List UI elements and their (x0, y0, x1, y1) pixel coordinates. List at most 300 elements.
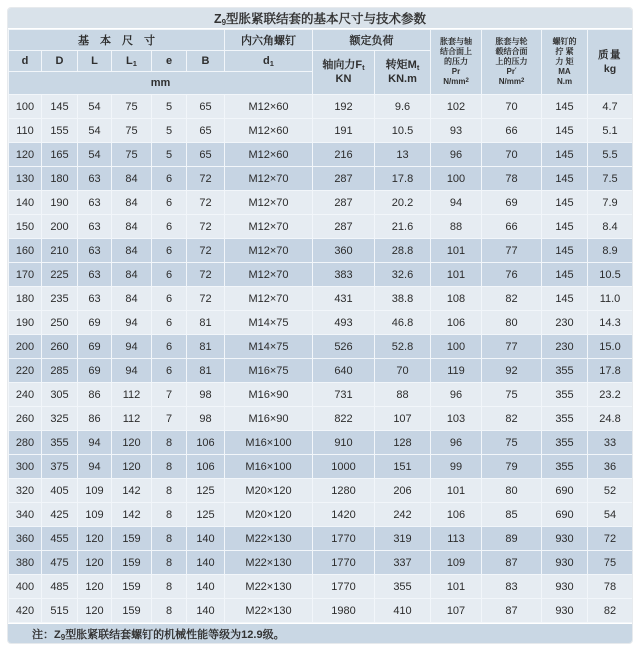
cell: M20×120 (225, 479, 313, 503)
cell: 8 (152, 431, 187, 455)
cell: 145 (542, 287, 588, 311)
cell: 99 (431, 455, 482, 479)
title-bar (8, 8, 632, 29)
cell: 63 (78, 287, 112, 311)
cell: 360 (9, 527, 42, 551)
cell: 125 (187, 503, 225, 527)
cell: M12×70 (225, 287, 313, 311)
cell: 65 (187, 95, 225, 119)
cell: 225 (42, 263, 78, 287)
cell: 930 (542, 551, 588, 575)
table-row (9, 503, 633, 527)
cell: 5.1 (588, 119, 633, 143)
cell: 5 (152, 95, 187, 119)
cell: 98 (187, 407, 225, 431)
cell: 159 (112, 551, 152, 575)
cell: 337 (375, 551, 431, 575)
cell: 75 (112, 95, 152, 119)
cell: 340 (9, 503, 42, 527)
cell: 155 (42, 119, 78, 143)
cell: 6 (152, 287, 187, 311)
cell: 230 (542, 311, 588, 335)
cell: 200 (9, 335, 42, 359)
cell: 84 (112, 263, 152, 287)
cell: 84 (112, 287, 152, 311)
cell: 120 (9, 143, 42, 167)
cell: M16×100 (225, 455, 313, 479)
cell: 125 (187, 479, 225, 503)
cell: 94 (112, 335, 152, 359)
cell: 8 (152, 479, 187, 503)
cell: 145 (542, 215, 588, 239)
cell: 72 (187, 215, 225, 239)
cell: 5 (152, 143, 187, 167)
table-row (9, 527, 633, 551)
cell: 65 (187, 119, 225, 143)
header-group-row (9, 30, 633, 51)
cell: 425 (42, 503, 78, 527)
cell: 930 (542, 575, 588, 599)
cell: M12×70 (225, 263, 313, 287)
table-row (9, 359, 633, 383)
table-row (9, 287, 633, 311)
cell: M12×70 (225, 239, 313, 263)
cell: 93 (431, 119, 482, 143)
table-row (9, 383, 633, 407)
cell: M22×130 (225, 527, 313, 551)
unit-mm: mm (9, 72, 313, 95)
cell: M20×120 (225, 503, 313, 527)
cell: 108 (431, 287, 482, 311)
cell: 140 (187, 527, 225, 551)
col-header-L: L (78, 51, 112, 72)
cell: 103 (431, 407, 482, 431)
cell: 52.8 (375, 335, 431, 359)
cell: 145 (542, 167, 588, 191)
cell: 150 (9, 215, 42, 239)
cell: 142 (112, 503, 152, 527)
cell: 1980 (313, 599, 375, 623)
cell: 1770 (313, 551, 375, 575)
cell: 84 (112, 167, 152, 191)
cell: 142 (112, 479, 152, 503)
group-hex-screw: 内六角螺钉 (225, 30, 313, 51)
cell: 32.6 (375, 263, 431, 287)
cell: 63 (78, 167, 112, 191)
cell: 420 (9, 599, 42, 623)
cell: 17.8 (588, 359, 633, 383)
col-header-e: e (152, 51, 187, 72)
cell: M14×75 (225, 311, 313, 335)
note-bar (8, 623, 632, 643)
cell: 4.7 (588, 95, 633, 119)
cell: 242 (375, 503, 431, 527)
cell: 101 (431, 263, 482, 287)
cell: 235 (42, 287, 78, 311)
cell: M16×90 (225, 383, 313, 407)
cell: 113 (431, 527, 482, 551)
cell: 69 (78, 359, 112, 383)
cell: 1420 (313, 503, 375, 527)
table-row (9, 311, 633, 335)
cell: 8 (152, 455, 187, 479)
cell: M12×70 (225, 215, 313, 239)
cell: 75 (482, 383, 542, 407)
cell: 383 (313, 263, 375, 287)
cell: 280 (9, 431, 42, 455)
cell: 82 (482, 407, 542, 431)
cell: 107 (431, 599, 482, 623)
col-header-d: d (9, 51, 42, 72)
cell: 69 (78, 335, 112, 359)
cell: 8.9 (588, 239, 633, 263)
cell: 8 (152, 551, 187, 575)
table-row (9, 479, 633, 503)
col-header-B: B (187, 51, 225, 72)
cell: 159 (112, 575, 152, 599)
cell: M12×70 (225, 191, 313, 215)
cell: 485 (42, 575, 78, 599)
cell: 100 (9, 95, 42, 119)
cell: 54 (78, 95, 112, 119)
cell: 78 (588, 575, 633, 599)
cell: 325 (42, 407, 78, 431)
cell: 140 (187, 599, 225, 623)
cell: 260 (9, 407, 42, 431)
cell: 106 (431, 503, 482, 527)
cell: 10.5 (375, 119, 431, 143)
cell: 160 (9, 239, 42, 263)
cell: 82 (588, 599, 633, 623)
cell: 9.6 (375, 95, 431, 119)
cell: 250 (42, 311, 78, 335)
cell: 355 (542, 431, 588, 455)
cell: M12×60 (225, 95, 313, 119)
cell: 54 (78, 143, 112, 167)
col-header-tightening-torque: 螺钉的 拧 紧 力 矩 MA N.m (542, 30, 588, 95)
cell: 731 (313, 383, 375, 407)
cell: 112 (112, 407, 152, 431)
cell: 910 (313, 431, 375, 455)
cell: 69 (78, 311, 112, 335)
cell: 7 (152, 407, 187, 431)
cell: 375 (42, 455, 78, 479)
cell: 100 (431, 335, 482, 359)
cell: 109 (78, 503, 112, 527)
cell: 70 (482, 143, 542, 167)
cell: 8 (152, 599, 187, 623)
cell: 110 (9, 119, 42, 143)
cell: 8 (152, 575, 187, 599)
cell: 5 (152, 119, 187, 143)
cell: 106 (431, 311, 482, 335)
cell: 72 (187, 263, 225, 287)
cell: 192 (313, 95, 375, 119)
table-frame (7, 7, 633, 644)
cell: 76 (482, 263, 542, 287)
spec-table (8, 29, 633, 623)
cell: 78 (482, 167, 542, 191)
cell: 220 (9, 359, 42, 383)
cell: 100 (431, 167, 482, 191)
cell: 930 (542, 527, 588, 551)
cell: 88 (431, 215, 482, 239)
cell: 70 (482, 95, 542, 119)
table-row (9, 599, 633, 623)
cell: 5.5 (588, 143, 633, 167)
cell: 21.6 (375, 215, 431, 239)
cell: 109 (431, 551, 482, 575)
cell: M14×75 (225, 335, 313, 359)
cell: 66 (482, 119, 542, 143)
cell: 101 (431, 239, 482, 263)
cell: 75 (112, 143, 152, 167)
cell: 431 (313, 287, 375, 311)
cell: 96 (431, 143, 482, 167)
cell: 54 (588, 503, 633, 527)
cell: 46.8 (375, 311, 431, 335)
cell: 82 (482, 287, 542, 311)
cell: 640 (313, 359, 375, 383)
cell: 70 (375, 359, 431, 383)
table-row (9, 431, 633, 455)
cell: 140 (187, 551, 225, 575)
col-header-axial-force: 轴向力$F_t$ KN (313, 51, 375, 95)
cell: 23.2 (588, 383, 633, 407)
cell: 84 (112, 239, 152, 263)
cell: 24.8 (588, 407, 633, 431)
cell: 355 (375, 575, 431, 599)
col-header-shaft-pressure: 胀套与轴 结合面上 的压力 Pr $N/mm^2$ (431, 30, 482, 95)
cell: 6 (152, 239, 187, 263)
note-text: 注：$Z_9$型胀紧联结套螺钉的机械性能等级为12.9级。 (32, 628, 285, 642)
cell: 86 (78, 383, 112, 407)
cell: 89 (482, 527, 542, 551)
cell: 87 (482, 551, 542, 575)
cell: 72 (187, 287, 225, 311)
table-row (9, 575, 633, 599)
cell: 92 (482, 359, 542, 383)
cell: 33 (588, 431, 633, 455)
cell: 455 (42, 527, 78, 551)
col-header-hub-pressure: 胀套与轮 毂结合面 上的压力 Pr′ $N/mm^2$ (482, 30, 542, 95)
cell: 230 (542, 335, 588, 359)
table-row (9, 215, 633, 239)
cell: 822 (313, 407, 375, 431)
table-row (9, 191, 633, 215)
cell: 8 (152, 503, 187, 527)
cell: 145 (542, 263, 588, 287)
cell: 355 (542, 407, 588, 431)
cell: 140 (187, 575, 225, 599)
cell: 210 (42, 239, 78, 263)
cell: M16×100 (225, 431, 313, 455)
cell: 106 (187, 455, 225, 479)
cell: 7.9 (588, 191, 633, 215)
table-row (9, 239, 633, 263)
table-row (9, 551, 633, 575)
cell: 7 (152, 383, 187, 407)
cell: 287 (313, 191, 375, 215)
cell: 1280 (313, 479, 375, 503)
cell: 493 (313, 311, 375, 335)
cell: 355 (542, 383, 588, 407)
cell: 112 (112, 383, 152, 407)
cell: 36 (588, 455, 633, 479)
cell: 86 (78, 407, 112, 431)
cell: 8.4 (588, 215, 633, 239)
cell: 145 (542, 95, 588, 119)
cell: 17.8 (375, 167, 431, 191)
cell: 119 (431, 359, 482, 383)
cell: 13 (375, 143, 431, 167)
cell: 63 (78, 215, 112, 239)
cell: 94 (431, 191, 482, 215)
cell: 96 (431, 431, 482, 455)
cell: 130 (9, 167, 42, 191)
cell: 84 (112, 191, 152, 215)
cell: 98 (187, 383, 225, 407)
cell: 145 (542, 143, 588, 167)
cell: 77 (482, 335, 542, 359)
cell: 81 (187, 335, 225, 359)
cell: 380 (9, 551, 42, 575)
cell: 11.0 (588, 287, 633, 311)
cell: 52 (588, 479, 633, 503)
cell: 72 (187, 167, 225, 191)
cell: 54 (78, 119, 112, 143)
cell: 360 (313, 239, 375, 263)
cell: 72 (187, 239, 225, 263)
cell: 690 (542, 503, 588, 527)
cell: 400 (9, 575, 42, 599)
cell: 96 (431, 383, 482, 407)
col-header-torque: 转矩$M_t$ KN.m (375, 51, 431, 95)
cell: 145 (542, 191, 588, 215)
cell: 63 (78, 263, 112, 287)
cell: 15.0 (588, 335, 633, 359)
cell: 106 (187, 431, 225, 455)
cell: 94 (78, 431, 112, 455)
cell: 355 (542, 359, 588, 383)
cell: M22×130 (225, 551, 313, 575)
table-row (9, 119, 633, 143)
cell: 6 (152, 215, 187, 239)
cell: 38.8 (375, 287, 431, 311)
cell: 120 (78, 527, 112, 551)
cell: 405 (42, 479, 78, 503)
cell: 191 (313, 119, 375, 143)
cell: 1770 (313, 527, 375, 551)
col-header-D: D (42, 51, 78, 72)
cell: 81 (187, 359, 225, 383)
cell: 69 (482, 191, 542, 215)
cell: 355 (542, 455, 588, 479)
cell: 72 (588, 527, 633, 551)
col-header-mass: 质量 kg (588, 30, 633, 95)
cell: 320 (9, 479, 42, 503)
cell: M12×70 (225, 167, 313, 191)
cell: 475 (42, 551, 78, 575)
cell: 1000 (313, 455, 375, 479)
cell: 145 (542, 239, 588, 263)
cell: 216 (313, 143, 375, 167)
cell: 410 (375, 599, 431, 623)
cell: 526 (313, 335, 375, 359)
cell: 75 (588, 551, 633, 575)
cell: 63 (78, 239, 112, 263)
col-header-d1: $d_1$ (225, 51, 313, 72)
cell: 120 (112, 455, 152, 479)
cell: M12×60 (225, 143, 313, 167)
group-rated-load: 额定负荷 (313, 30, 431, 51)
cell: 260 (42, 335, 78, 359)
group-basic-dimensions: 基 本 尺 寸 (9, 30, 225, 51)
cell: 94 (112, 359, 152, 383)
cell: 87 (482, 599, 542, 623)
cell: 140 (9, 191, 42, 215)
cell: M16×90 (225, 407, 313, 431)
cell: 88 (375, 383, 431, 407)
cell: 102 (431, 95, 482, 119)
cell: 1770 (313, 575, 375, 599)
cell: 285 (42, 359, 78, 383)
cell: 206 (375, 479, 431, 503)
cell: M12×60 (225, 119, 313, 143)
cell: 128 (375, 431, 431, 455)
cell: 180 (42, 167, 78, 191)
cell: 190 (42, 191, 78, 215)
cell: 109 (78, 479, 112, 503)
cell: 6 (152, 335, 187, 359)
cell: 145 (542, 119, 588, 143)
cell: 930 (542, 599, 588, 623)
table-row (9, 143, 633, 167)
cell: 101 (431, 575, 482, 599)
cell: 83 (482, 575, 542, 599)
col-header-L1: $L_1$ (112, 51, 152, 72)
cell: 120 (78, 551, 112, 575)
cell: 120 (78, 599, 112, 623)
cell: 165 (42, 143, 78, 167)
cell: 80 (482, 311, 542, 335)
cell: 10.5 (588, 263, 633, 287)
cell: 151 (375, 455, 431, 479)
cell: 120 (112, 431, 152, 455)
cell: 72 (187, 191, 225, 215)
table-row (9, 263, 633, 287)
cell: 287 (313, 215, 375, 239)
cell: M16×75 (225, 359, 313, 383)
cell: 190 (9, 311, 42, 335)
cell: 94 (112, 311, 152, 335)
table-row (9, 455, 633, 479)
cell: 355 (42, 431, 78, 455)
page-title: $Z_9$型胀紧联结套的基本尺寸与技术参数 (213, 12, 427, 27)
cell: 94 (78, 455, 112, 479)
cell: 65 (187, 143, 225, 167)
cell: 84 (112, 215, 152, 239)
cell: 145 (42, 95, 78, 119)
cell: 159 (112, 599, 152, 623)
cell: 85 (482, 503, 542, 527)
cell: 77 (482, 239, 542, 263)
cell: 287 (313, 167, 375, 191)
table-row (9, 407, 633, 431)
cell: 180 (9, 287, 42, 311)
table-row (9, 167, 633, 191)
cell: 6 (152, 167, 187, 191)
